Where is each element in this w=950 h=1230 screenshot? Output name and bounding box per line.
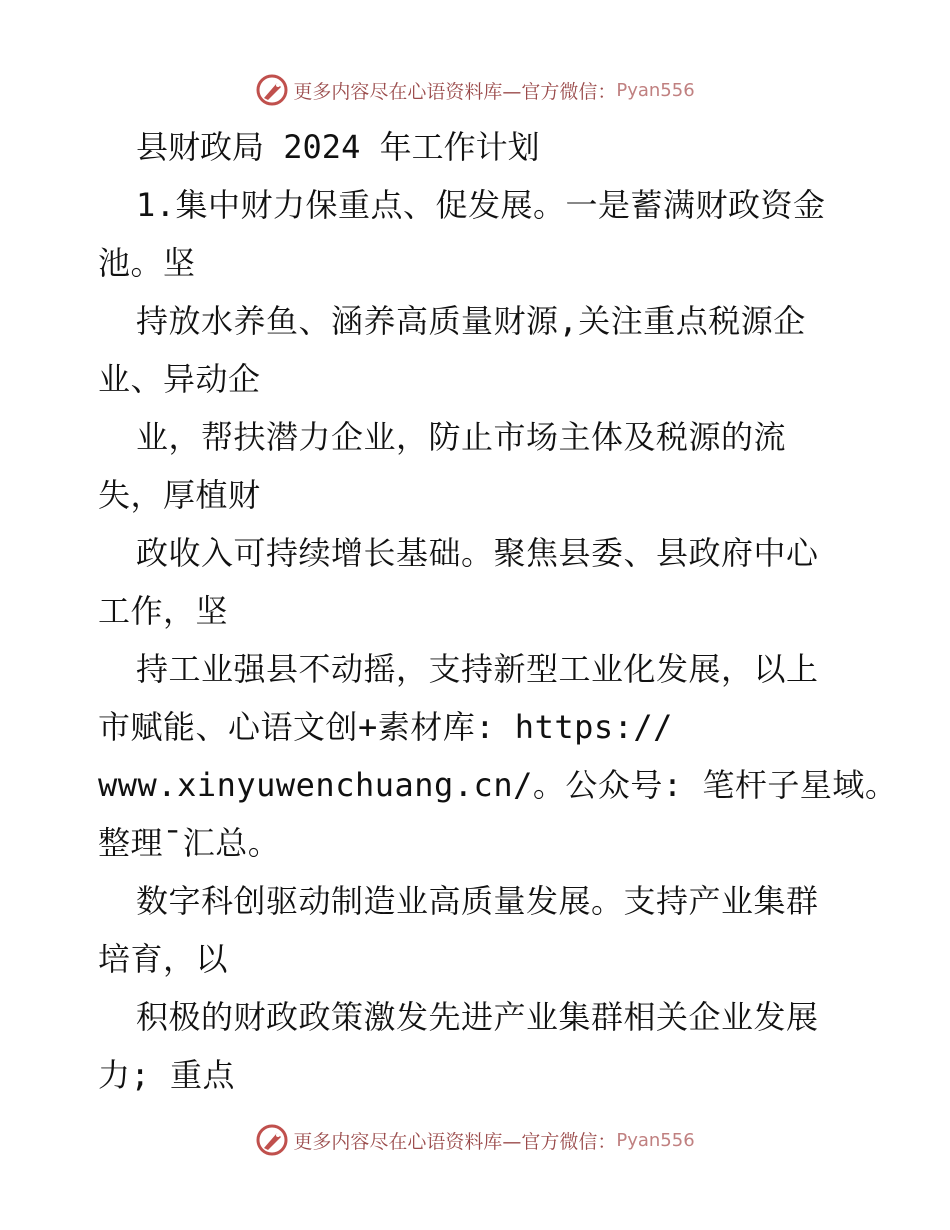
document-body	[98, 124, 898, 1110]
watermark-separator: —官方微信：	[502, 80, 617, 103]
text-line: www.xinyuwenchuang.cn/。公众号: 笔杆子星域。	[98, 766, 898, 804]
text-line: 整理¯汇总。	[98, 824, 281, 862]
pen-nib-logo-icon	[255, 73, 289, 107]
text-line: 培育，以	[98, 940, 229, 978]
footer-watermark	[0, 1120, 950, 1160]
watermark-text: 更多内容尽在心语资料库	[293, 80, 503, 103]
text-line: 数字科创驱动制造业高质量发展。支持产业集群	[136, 882, 819, 920]
watermark-wechat-id: Pyan556	[616, 1129, 695, 1151]
text-line: 池。坚	[98, 244, 196, 282]
text-line: 积极的财政政策激发先进产业集群相关企业发展	[136, 998, 819, 1036]
text-line: 力; 重点	[98, 1056, 236, 1094]
watermark-text: 更多内容尽在心语资料库	[293, 1130, 503, 1153]
text-line: 持工业强县不动摇，支持新型工业化发展，以上	[136, 650, 819, 688]
text-line: 持放水养鱼、涵养高质量财源,关注重点税源企	[136, 302, 806, 340]
text-line: 业、异动企	[98, 360, 261, 398]
text-line: 政收入可持续增长基础。聚焦县委、县政府中心	[136, 534, 819, 572]
watermark-wechat-id: Pyan556	[616, 79, 695, 101]
text-line: 业，帮扶潜力企业，防止市场主体及税源的流	[136, 418, 787, 456]
text-line: 1.集中财力保重点、促发展。一是蓄满财政资金	[136, 186, 826, 224]
watermark-separator: —官方微信：	[502, 1130, 617, 1153]
document-title: 县财政局 2024 年工作计划	[136, 128, 540, 166]
text-line: 工作，坚	[98, 592, 229, 630]
text-line: 市赋能、心语文创+素材库: https://	[98, 708, 673, 746]
pen-nib-logo-icon	[255, 1123, 289, 1157]
header-watermark	[0, 70, 950, 110]
text-line: 失，厚植财	[98, 476, 261, 514]
